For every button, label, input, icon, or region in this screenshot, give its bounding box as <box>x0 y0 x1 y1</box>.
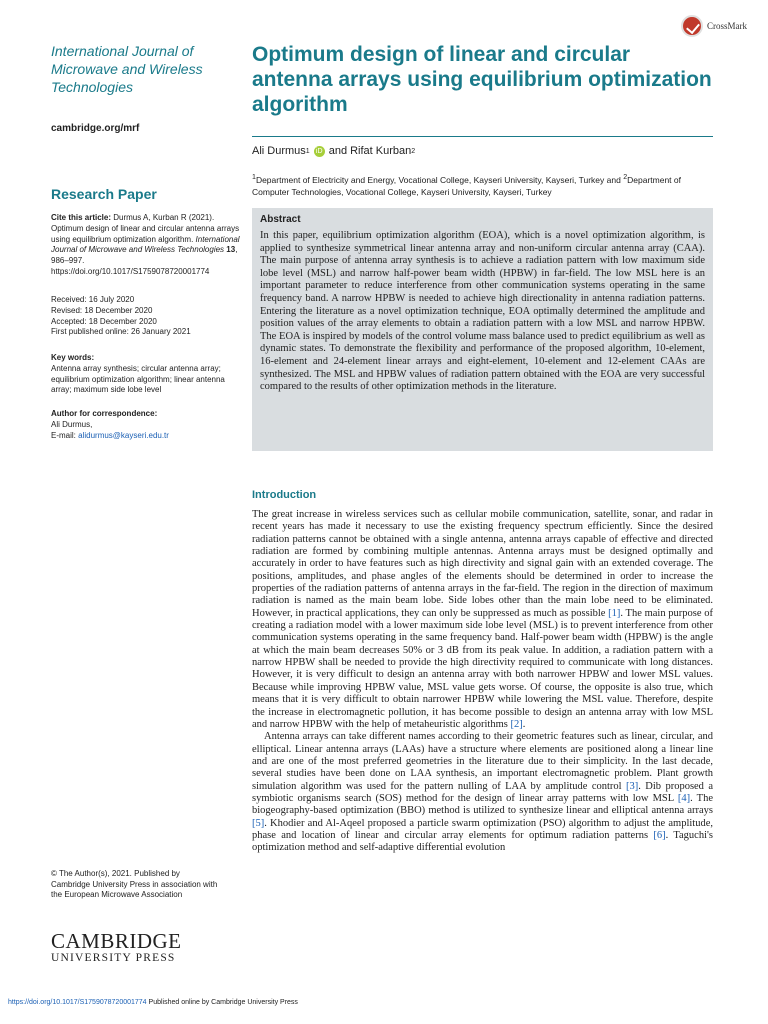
crossmark-icon <box>681 15 703 37</box>
keywords-label: Key words: <box>51 353 95 362</box>
abstract-heading: Abstract <box>260 214 301 225</box>
publisher-logo <box>51 930 191 965</box>
cite-journal: International Journal of Microwave and Wireless Technologies <box>51 234 240 255</box>
citation-ref-3[interactable]: [3] <box>626 780 639 792</box>
citation-ref-2[interactable]: [2] <box>510 718 523 730</box>
intro-p1-text-a: The great increase in wireless services such as cellular mobile communication, satellite, sonar, and radar in recent years has made it necessary to use the existing frequency spectrum efficiently. Since the desired radiation patterns cannot be obtained with a single antenna, antenna arrays capable of effective and directed radiation are formed by combining multiple antennas. Antenna arrays must be designed optimally and accurately in order to have features such as high directivity and signal gain with an extended coverage. The positions, amplitudes, and phase angles of the elements should be determined in order to increase the properties of the radiation patterns of antenna arrays in the far-field. The region in the direction of maximum radiation is named as the main beam lobe. Side lobes other than the main lobe need to be eliminated. However, in practical applications, they can only be suppressed as much as possible <box>252 509 713 619</box>
citation-ref-6[interactable]: [6] <box>653 829 666 841</box>
publisher-logo-top: CAMBRIDGE <box>51 929 182 953</box>
date-published: First published online: 26 January 2021 <box>51 327 191 337</box>
abstract-text: In this paper, equilibrium optimization algorithm (EOA), which is a novel optimization algorithm, is applied to synthesize symmetrical linear antenna array and non-uniform circular antenna array (CAA). The main purpose of antenna array synthesis is to achieve a radiation pattern with low maximum side lobe level (MSL) and narrow half-power beam width (HPBW) in far-field. The low MSL here is an important parameter to reduce interference from other communication systems operating in the same frequency band. A narrow HPBW is needed to achieve high directionality in antenna radiation patterns. Entering the literature as a novel optimization technique, EOA optimally determined the amplitude and position values of the array elements to obtain a radiation pattern with a low MSL and narrow HPBW. The EOA is inspired by models of the control volume mass balance used to predict equilibrium as well as dynamic states. To demonstrate the flexibility and performance of the proposed algorithm, 10-element, 16-element and 24-element linear arrays and eight-element, 10-element and 12-element CAAs are synthesized. The MSL and HPBW values of radiation pattern obtained with the EOA are very successful compared to the results of other optimization methods in the literature. <box>260 230 705 393</box>
citation-ref-1[interactable]: [1] <box>608 607 621 619</box>
email-label: E-mail: <box>51 430 79 440</box>
abstract-box <box>252 208 713 451</box>
intro-p1-text-b: . The main purpose of creating a radiation model with a lower maximum side lobe level (MSL) is to prevent interference from other communication systems operating in the same frequency band. Half-power beam width (HPBW) is the angle at which the main beam decreases 50% or 3 dB from its peak value. In addition, a radiation pattern with a narrow HPBW shall be needed to provide the high directivity required to communicate with long distances. However, it is very difficult to design an antenna array with both narrower HPBW and lower MSL values. Because while improving HPBW value, MSL value gets worse. Of course, the opposite is also true, which means that it is very difficult to obtain narrower HPBW while lowering the MSL value. Therefore, despite the increase in electromagnetic pollution, it has become possible to design an antenna array with low MSL and narrow HPBW with the help of metaheuristic algorithms <box>252 607 713 730</box>
intro-p2-text-a: Antenna arrays can take different names according to their geometric features such as linear, circular, and elliptical. Linear antenna arrays (LAAs) have a structure where elements are positioned along a linear line and are one of the most preferred geometries in the literature due to their simplicity. In the last decade, several studies have been done on LAA synthesis, an important electromagnetic problem. Plant growth simulation algorithm was used for the pattern nulling of LAA by amplitude control <box>252 731 713 792</box>
cite-block <box>51 213 241 278</box>
article-type: Research Paper <box>51 186 157 202</box>
author-1-sup: 1 <box>305 147 310 155</box>
authors-line <box>252 145 415 157</box>
journal-site[interactable]: cambridge.org/mrf <box>51 123 140 134</box>
introduction-heading: Introduction <box>252 489 317 501</box>
dates-block <box>51 295 241 338</box>
affil-sup-2: 2 <box>623 173 628 181</box>
keywords-text: Antenna array synthesis; circular antenna array; equilibrium optimization algorithm; linear antenna array; maximum side lobe level <box>51 363 225 395</box>
cite-pages: , 986–997. https://doi.org/10.1017/S1759078720001774 <box>51 245 238 276</box>
title-divider <box>252 136 713 137</box>
intro-paragraph-1 <box>252 509 713 731</box>
page-footer <box>8 999 298 1006</box>
keywords-block <box>51 353 241 396</box>
author-2: and Rifat Kurban <box>328 145 412 157</box>
introduction-body <box>252 509 713 855</box>
copyright-notice: © The Author(s), 2021. Published by Cambridge University Press in association with the European Microwave Association <box>51 869 218 899</box>
footer-doi-link[interactable]: https://doi.org/10.1017/S1759078720001774 <box>8 999 147 1006</box>
intro-p1-text-c: . <box>522 718 526 730</box>
affiliations <box>252 171 714 198</box>
intro-p2-text-b: . Dib proposed a symbiotic organisms search (SOS) method for the design of linear array patterns with low MSL <box>252 780 714 804</box>
author-2-sup: 2 <box>411 147 416 155</box>
intro-p2-text-c: . The biogeography-based optimization (BBO) method is utilized to synthesize linear and elliptical antenna arrays <box>252 792 713 817</box>
author-1: Ali Durmus <box>252 145 306 157</box>
correspondence-email-row <box>51 431 241 442</box>
crossmark-label: CrossMark <box>707 21 747 31</box>
publisher-logo-bottom: UNIVERSITY PRESS <box>51 952 176 964</box>
citation-ref-5[interactable]: [5] <box>252 817 265 829</box>
journal-name: International Journal of Microwave and Wireless Technologies <box>51 43 203 95</box>
cite-label: Cite this article: <box>51 213 112 222</box>
affil-sup-1: 1 <box>252 173 256 181</box>
article-title: Optimum design of linear and circular antenna arrays using equilibrium optimization algorithm <box>252 43 712 116</box>
date-received: Received: 16 July 2020 <box>51 295 135 304</box>
correspondence-name: Ali Durmus, <box>51 419 93 429</box>
intro-p2-text-d: . Khodier and Al-Aqeel proposed a particle swarm optimization (PSO) algorithm to adjust the amplitude, phase and location of linear and circular array elements for optimum radiation patterns <box>252 817 713 841</box>
affil-1: Department of Electricity and Energy, Vocational College, Kayseri University, Kayseri, Turkey and <box>255 174 624 185</box>
cite-text: Durmus A, Kurban R (2021). Optimum design of linear and circular antenna arrays using equilibrium optimization algorithm. <box>51 213 240 244</box>
correspondence-block <box>51 409 241 441</box>
crossmark-badge[interactable] <box>681 12 768 40</box>
date-revised: Revised: 18 December 2020 <box>51 305 153 315</box>
intro-p2-text-e: . Taguchi's optimization method and self-adaptive differential evolution <box>252 829 713 854</box>
intro-paragraph-2 <box>252 731 713 854</box>
orcid-icon[interactable]: iD <box>314 146 325 157</box>
correspondence-label: Author for correspondence: <box>51 409 158 418</box>
affil-2: Department of Computer Technologies, Vocational College, Kayseri University, Kayseri, Turkey <box>252 174 681 197</box>
email-link[interactable]: alidurmus@kayseri.edu.tr <box>78 430 169 440</box>
footer-text: Published online by Cambridge University Press <box>146 999 298 1006</box>
cite-volume: 13 <box>226 245 236 255</box>
citation-ref-4[interactable]: [4] <box>677 792 691 804</box>
date-accepted: Accepted: 18 December 2020 <box>51 316 157 326</box>
